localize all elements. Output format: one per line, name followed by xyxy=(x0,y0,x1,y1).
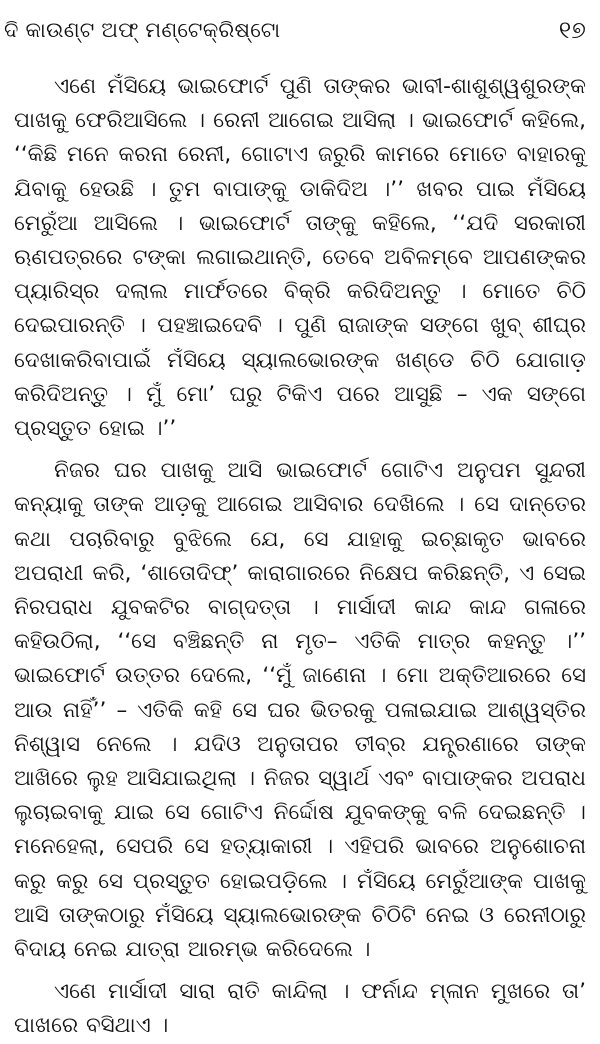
paragraph: ଏଣେ ମାର୍ସାଦୀ ସାରା ରାତି କାନ୍ଦିଲା । ଫର୍ନାନ୍ଦ ମ୍ଳାନ ମୁଖରେ ତା’ ପାଖରେ ବସିଥାଏ । xyxy=(14,979,586,1039)
running-header xyxy=(4,10,594,50)
paragraph: ଏଣେ ମଁସିୟେ ଭାଇଫୋର୍ଟ ପୁଣି ତାଙ୍କର ଭାବୀ-ଶାଶୁଶ୍ୱଶୁରଙ୍କ ପାଖକୁ ଫେରିଆସିଲେ । ରେନୀ ଆଗେଇ ଆସିଲା । ଭାଇଫୋର୍ଟ କହିଲେ, ‘‘କିଛି ମନେ କରନା ରେନୀ, ଗୋଟାଏ ଜରୁରି କାମରେ ମୋତେ ବାହାରକୁ ଯିବାକୁ ହେଉଛି । ତୁମ ବାପାଙ୍କୁ ଡାକିଦିଅ ।’’ ଖବର ପାଇ ମଁସିୟେ ମେରୁଁଆ ଆସିଲେ । ଭାଇଫୋର୍ଟ ତାଙ୍କୁ କହିଲେ, ‘‘ଯଦି ସରକାରୀ ଋଣପତ୍ରରେ ଟଙ୍କା ଲଗାଇଥାନ୍ତି, ତେବେ ଅବିଳମ୍ବେ ଆପଣଙ୍କର ପ୍ୟାରିସ୍‌ର ଦଲାଲ ମାର୍ଫତରେ ବିକ୍ରି କରିଦିଅନ୍ତୁ । ମୋତେ ଚିଠି ଦେଇପାରନ୍ତି । ପହଞ୍ଚାଇଦେବି । ପୁଣି ରାଜାଙ୍କ ସଙ୍ଗେ ଖୁବ୍ ଶୀଘ୍ର ଦେଖାକରିବାପାଇଁ ମଁସିୟେ ସ୍ୟାଲଭୋରଙ୍କ ଖଣ୍ଡେ ଚିଠି ଯୋଗାଡ଼ କରିଦିଅନ୍ତୁ । ମୁଁ ମୋ’ ଘରୁ ଟିକିଏ ପରେ ଆସୁଛି – ଏକ ସଙ୍ଗେ ପ୍ରସ୍ତୁତ ହୋଇ ।’’ xyxy=(14,74,586,442)
paragraph: ନିଜର ଘର ପାଖକୁ ଆସି ଭାଇଫୋର୍ଟ ଗୋଟିଏ ଅନୁପମ ସୁନ୍ଦରୀ କନ୍ୟାକୁ ତାଙ୍କ ଆଡ଼କୁ ଆଗେଇ ଆସିବାର ଦେଖିଲେ । ସେ ଦାନ୍ତେର କଥା ପଚାରିବାରୁ ବୁଝିଲେ ଯେ, ସେ ଯାହାକୁ ଇଚ୍ଛାକୃତ ଭାବରେ ଅପରାଧୀ କରି, ‘ଶାତୋଦିଫ୍’ କାରାଗାରରେ ନିକ୍ଷେପ କରିଛନ୍ତି, ଏ ସେଇ ନିରପରାଧ ଯୁବକଟିର ବାଗ୍‌ଦତ୍ତା । ମାର୍ସାଦୀ କାନ୍ଦ କାନ୍ଦ ଗଳାରେ କହିଉଠିଲା, ‘‘ସେ ବଞ୍ଚିଛନ୍ତି ନା ମୃତ– ଏତିକି ମାତ୍ର କହନ୍ତୁ ।’’ ଭାଇଫୋର୍ଟ ଉତ୍ତର ଦେଲେ, ‘‘ମୁଁ ଜାଣେନା । ମୋ ଅକ୍ତିଆରରେ ସେ ଆଉ ନାହିଁ’’ – ଏତିକି କହି ସେ ଘର ଭିତରକୁ ପଳାଇଯାଇ ଆଶ୍ୱସ୍ତିର ନିଶ୍ୱାସ ନେଲେ । ଯଦିଓ ଅନୁତାପର ତୀବ୍ର ଯନ୍ତ୍ରଣାରେ ତାଙ୍କ ଆଖିରେ ଲୁହ ଆସିଯାଇଥିଲା । ନିଜର ସ୍ୱାର୍ଥ ଏବଂ ବାପାଙ୍କର ଅପରାଧ ଲୁଚାଇବାକୁ ଯାଇ ସେ ଗୋଟିଏ ନିର୍ଦ୍ଦୋଷ ଯୁବକଙ୍କୁ ବଳି ଦେଇଛନ୍ତି । ମନେହେଲା, ସେପରି ସେ ହତ୍ୟାକାରୀ । ଏହିପରି ଭାବରେ ଅନୁଶୋଚନା କରୁ କରୁ ସେ ପ୍ରସ୍ତୁତ ହୋଇପଡ଼ିଲେ । ମଁସିୟେ ମେରୁଁଆଙ୍କ ପାଖକୁ ଆସି ତାଙ୍କଠାରୁ ମଁସିୟେ ସ୍ୟାଲଭୋରଙ୍କ ଚିଠିଟି ନେଇ ଓ ରେନୀଠାରୁ ବିଦାୟ ନେଇ ଯାତ୍ରା ଆରମ୍ଭ କରିଦେଲେ । xyxy=(14,458,586,963)
page-number: ୧୭ xyxy=(558,16,586,44)
body-text xyxy=(0,70,600,1044)
book-title: ଦି କାଉଣ୍ଟ ଅଫ୍ ମଣ୍ଟେକ୍ରିଷ୍ଟୋ xyxy=(4,17,281,42)
